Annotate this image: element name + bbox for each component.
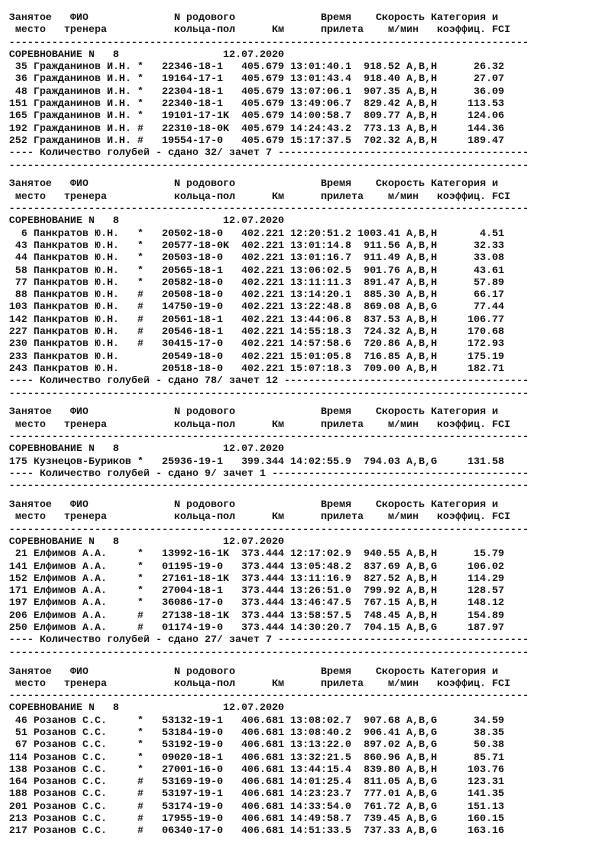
competition-line bbox=[9, 444, 594, 456]
result-row: 252 Гражданинов И.Н. # 19554-17-0 405.679 15:17:37.5 702.32 A,B,H 189.47 bbox=[9, 135, 505, 147]
blank-line bbox=[9, 401, 594, 408]
header-line-2: место тренера кольца-пол Км прилета м/мин коэффиц. FCI bbox=[9, 678, 511, 690]
summary-line: ---- Количество голубей - сдано 9/ зачет 1 ------------------------------------------ bbox=[9, 468, 529, 480]
result-row: 77 Панкратов Ю.Н. * 20582-18-0 402.221 13:11:11.3 891.47 A,B,H 57.89 bbox=[9, 277, 505, 289]
blank-line bbox=[9, 660, 594, 667]
competition-line bbox=[9, 216, 594, 228]
separator-line: ------------------------------------------------------------------------------------- bbox=[9, 37, 529, 49]
header-line-2: место тренера кольца-пол Км прилета м/мин коэффиц. FCI bbox=[9, 25, 511, 37]
result-row: 192 Гражданинов И.Н. # 22310-18-0K 405.679 14:24:43.2 773.13 A,B,H 144.36 bbox=[9, 123, 505, 135]
result-row: 58 Панкратов Ю.Н. * 20565-18-1 402.221 13:06:02.5 901.76 A,B,H 43.61 bbox=[9, 265, 505, 277]
result-row: 44 Панкратов Ю.Н. * 20503-18-0 402.221 13:01:16.7 911.49 A,B,H 33.08 bbox=[9, 253, 505, 265]
result-row: 164 Розанов С.С. # 53169-19-0 406.681 14:01:25.4 811.05 A,B,G 123.31 bbox=[9, 777, 505, 789]
separator-line: ------------------------------------------------------------------------------------- bbox=[9, 691, 529, 703]
separator-line: ------------------------------------------------------------------------------------- bbox=[9, 388, 529, 400]
competition-label: СОРЕВНОВАНИЕ N 8 bbox=[9, 444, 120, 456]
result-row: 88 Панкратов Ю.Н. # 20508-18-0 402.221 13:14:20.1 885.30 A,B,H 66.17 bbox=[9, 290, 505, 302]
header-line-1: Занятое ФИО N родового Время Скорость Категория и bbox=[9, 666, 499, 678]
header-line-1: Занятое ФИО N родового Время Скорость Категория и bbox=[9, 500, 499, 512]
summary-line: ---- Количество голубей - сдано 32/ зачет 7 ----------------------------------------- bbox=[9, 148, 529, 160]
header-line-2: место тренера кольца-пол Км прилета м/мин коэффиц. FCI bbox=[9, 512, 511, 524]
competition-label: СОРЕВНОВАНИЕ N 8 bbox=[9, 216, 120, 228]
result-row: 36 Гражданинов И.Н. * 19164-17-1 405.679 13:01:43.4 918.40 A,B,H 27.07 bbox=[9, 74, 505, 86]
result-row: 152 Елфимов А.А. * 27161-18-1K 373.444 13:11:16.9 827.52 A,B,H 114.29 bbox=[9, 573, 505, 585]
separator-line: ------------------------------------------------------------------------------------- bbox=[9, 431, 529, 443]
result-row: 171 Елфимов А.А. * 27004-18-1 373.444 13:26:51.0 799.92 A,B,H 128.57 bbox=[9, 586, 505, 598]
competition-date: 12.07.2020 bbox=[222, 216, 285, 228]
result-row: 43 Панкратов Ю.Н. * 20577-18-0K 402.221 13:01:14.8 911.56 A,B,H 32.33 bbox=[9, 240, 505, 252]
result-row: 243 Панкратов Ю.Н. 20518-18-0 402.221 15:07:18.3 709.00 A,B,H 182.71 bbox=[9, 363, 505, 375]
separator-line: ------------------------------------------------------------------------------------- bbox=[9, 204, 529, 216]
result-row: 213 Розанов С.С. # 17955-19-0 406.681 14:49:58.7 739.45 A,B,G 160.15 bbox=[9, 814, 505, 826]
header-line-2: место тренера кольца-пол Км прилета м/мин коэффиц. FCI bbox=[9, 191, 511, 203]
result-row: 138 Розанов С.С. * 27001-16-0 406.681 13:44:15.4 839.80 A,B,H 103.76 bbox=[9, 764, 505, 776]
result-row: 103 Панкратов Ю.Н. # 14750-19-0 402.221 13:22:48.8 869.08 A,B,G 77.44 bbox=[9, 302, 505, 314]
summary-line: ---- Количество голубей - сдано 78/ зачет 12 ---------------------------------------- bbox=[9, 376, 529, 388]
result-row: 151 Гражданинов И.Н. * 22340-18-1 405.679 13:49:06.7 829.42 A,B,H 113.53 bbox=[9, 99, 505, 111]
result-row: 141 Елфимов А.А. * 01195-19-0 373.444 13:05:48.2 837.69 A,B,G 106.02 bbox=[9, 561, 505, 573]
competition-date: 12.07.2020 bbox=[222, 536, 285, 548]
result-row: 35 Гражданинов И.Н. * 22346-18-1 405.679 13:01:40.1 918.52 A,B,H 26.32 bbox=[9, 62, 505, 74]
separator-line: ------------------------------------------------------------------------------------- bbox=[9, 160, 529, 172]
result-row: 227 Панкратов Ю.Н. # 20546-18-1 402.221 14:55:18.3 724.32 A,B,H 170.68 bbox=[9, 327, 505, 339]
summary-line: ---- Количество голубей - сдано 27/ зачет 7 ----------------------------------------- bbox=[9, 635, 529, 647]
competition-line bbox=[9, 537, 594, 549]
result-row: 201 Розанов С.С. # 53174-19-0 406.681 14:33:54.0 761.72 A,B,G 151.13 bbox=[9, 801, 505, 813]
result-row: 175 Кузнецов-Буриков * 25936-19-1 399.344 14:02:55.9 794.03 A,B,G 131.58 bbox=[9, 456, 505, 468]
result-row: 142 Панкратов Ю.Н. # 20561-18-1 402.221 13:44:06.8 837.53 A,B,H 106.77 bbox=[9, 314, 505, 326]
competition-date: 12.07.2020 bbox=[222, 703, 285, 715]
results-printout bbox=[9, 13, 594, 839]
blank-line bbox=[9, 173, 594, 180]
header-line-2: место тренера кольца-пол Км прилета м/мин коэффиц. FCI bbox=[9, 419, 511, 431]
result-row: 197 Елфимов А.А. * 36086-17-0 373.444 13:46:47.5 767.15 A,B,H 148.12 bbox=[9, 598, 505, 610]
separator-line: ------------------------------------------------------------------------------------- bbox=[9, 481, 529, 493]
header-line-1: Занятое ФИО N родового Время Скорость Категория и bbox=[9, 407, 499, 419]
result-row: 21 Елфимов А.А. * 13992-16-1K 373.444 12:17:02.9 940.55 A,B,H 15.79 bbox=[9, 549, 505, 561]
header-line-1: Занятое ФИО N родового Время Скорость Категория и bbox=[9, 13, 499, 24]
result-row: 48 Гражданинов И.Н. * 22304-18-1 405.679 13:07:06.1 907.35 A,B,H 36.09 bbox=[9, 86, 505, 98]
competition-label: СОРЕВНОВАНИЕ N 8 bbox=[9, 536, 120, 548]
result-row: 188 Розанов С.С. # 53197-19-1 406.681 14:23:23.7 777.01 A,B,G 141.35 bbox=[9, 789, 505, 801]
competition-date: 12.07.2020 bbox=[222, 444, 285, 456]
result-row: 233 Панкратов Ю.Н. 20549-18-0 402.221 15:01:05.8 716.85 A,B,H 175.19 bbox=[9, 351, 505, 363]
separator-line: ------------------------------------------------------------------------------------- bbox=[9, 647, 529, 659]
result-row: 165 Гражданинов И.Н. * 19101-17-1K 405.679 14:00:58.7 809.77 A,B,H 124.06 bbox=[9, 111, 505, 123]
competition-date: 12.07.2020 bbox=[222, 49, 285, 61]
header-line-1: Занятое ФИО N родового Время Скорость Категория и bbox=[9, 179, 499, 191]
result-row: 67 Розанов С.С. * 53192-19-0 406.681 13:13:22.0 897.02 A,B,G 50.38 bbox=[9, 740, 505, 752]
result-row: 51 Розанов С.С. * 53184-19-0 406.681 13:08:40.2 906.41 A,B,G 38.35 bbox=[9, 728, 505, 739]
result-row: 114 Розанов С.С. * 09020-18-1 406.681 13:32:21.5 860.96 A,B,H 85.71 bbox=[9, 752, 505, 764]
result-row: 217 Розанов С.С. # 06340-17-0 406.681 14:51:33.5 737.33 A,B,G 163.16 bbox=[9, 826, 505, 838]
competition-line bbox=[9, 50, 594, 62]
result-row: 230 Панкратов Ю.Н. # 30415-17-0 402.221 14:57:58.6 720.86 A,B,H 172.93 bbox=[9, 339, 505, 351]
competition-label: СОРЕВНОВАНИЕ N 8 bbox=[9, 703, 120, 715]
result-row: 250 Елфимов А.А. # 01174-19-0 373.444 14:30:20.7 704.15 A,B,G 187.97 bbox=[9, 623, 505, 635]
result-row: 206 Елфимов А.А. # 27138-18-1K 373.444 13:58:57.5 748.45 A,B,H 154.89 bbox=[9, 610, 505, 622]
separator-line: ------------------------------------------------------------------------------------- bbox=[9, 524, 529, 536]
result-row: 6 Панкратов Ю.Н. * 20502-18-0 402.221 12:20:51.2 1003.41 A,B,H 4.51 bbox=[9, 228, 505, 240]
result-row: 46 Розанов С.С. * 53132-19-1 406.681 13:08:02.7 907.68 A,B,G 34.59 bbox=[9, 715, 505, 727]
competition-label: СОРЕВНОВАНИЕ N 8 bbox=[9, 49, 120, 61]
competition-line bbox=[9, 703, 594, 715]
blank-line bbox=[9, 493, 594, 500]
